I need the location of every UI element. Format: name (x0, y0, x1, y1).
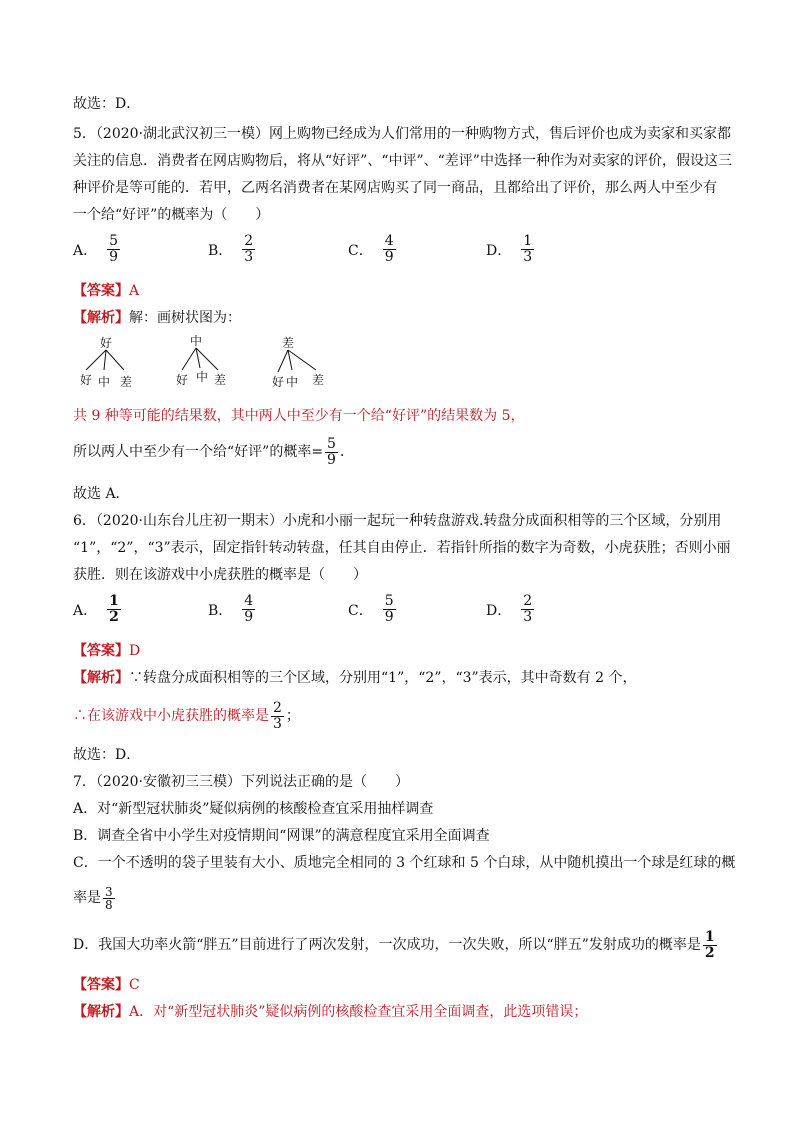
option-label: C． (348, 602, 373, 619)
q6-text-line3: 获胜．则在该游戏中小虎获胜的概率是（ ） (73, 567, 367, 583)
q6-choose: 故选：D． (73, 747, 141, 763)
tree-root: 好 (100, 336, 113, 350)
tree-root: 中 (190, 334, 203, 348)
answer-value: C (129, 977, 140, 993)
q6-option-b (208, 594, 257, 625)
option-label: B． (208, 602, 233, 619)
q5-analysis-intro (73, 308, 241, 328)
q5-text-line2: 关注的信息．消费者在网店购物后，将从“好评”、“中评”、“差评”中选择一种作为对卖家的评价，假设这三 (73, 153, 732, 169)
q5-option-b (208, 234, 257, 265)
answer-tag: 【答案】 (73, 643, 129, 659)
answer-tag: 【答案】 (73, 977, 129, 993)
fraction: $\frac{4}{9}$ (244, 593, 254, 625)
tree-leaf: 差 (214, 373, 227, 387)
answer-value: D (129, 643, 141, 659)
q7-text-line1: 7．（2020·安徽初三三模）下列说法正确的是（ ） (73, 774, 409, 790)
q6-analysis-line1 (73, 668, 636, 688)
q7-option-a: A．对“新型冠状肺炎”疑似病例的核酸检查宜采用抽样调查 (73, 801, 434, 817)
q5-text-line3: 种评价是等可能的．若甲，乙两名消费者在某网店购买了同一商品，且都给出了评价，那么两人中至少有 (73, 180, 717, 196)
tree-diagram-3 (268, 334, 336, 390)
option-label: A． (73, 602, 98, 619)
q7-option-c-line2 (73, 880, 117, 916)
option-text: D．我国大功率火箭“胖五”目前进行了两次发射，一次成功，一次失败，所以“胖五”发射成功的概率是 (73, 937, 701, 953)
tree-root: 差 (282, 336, 295, 350)
q5-answer (73, 281, 139, 301)
q5-choose: 故选 A． (73, 486, 130, 502)
q6-option-c (348, 594, 398, 625)
fraction: $\frac{1}{3}$ (523, 233, 533, 265)
q7-answer (73, 975, 140, 995)
q6-analysis-line2 (73, 696, 300, 736)
tree-leaf: 好 (80, 373, 93, 387)
q7-analysis-line1 (73, 1002, 587, 1022)
option-label: A． (73, 242, 98, 259)
analysis-punct: ； (285, 708, 300, 724)
analysis-tag: 【解析】 (73, 670, 129, 686)
tree-leaf: 中 (196, 370, 209, 384)
analysis-text: A．对“新型冠状肺炎”疑似病例的核酸检查宜采用全面调查，此选项错误； (129, 1004, 588, 1020)
q6-option-d (486, 594, 536, 625)
result-text: 所以两人中至少有一个给“好评”的概率= (73, 444, 324, 460)
analysis-tag: 【解析】 (73, 310, 129, 326)
option-label: D． (486, 242, 512, 259)
analysis-tag: 【解析】 (73, 1004, 129, 1020)
q5-result-line1: 共 9 种等可能的结果数，其中两人中至少有一个给“好评”的结果数为 5， (73, 408, 525, 424)
tree-leaf: 差 (120, 375, 133, 389)
q5-option-a (73, 234, 122, 265)
analysis-text: 解：画树状图为： (129, 310, 241, 326)
q6-option-a (73, 594, 123, 625)
q5-result-line2 (73, 434, 354, 470)
fraction: $\frac{2}{3}$ (523, 593, 533, 625)
answer-tag: 【答案】 (73, 283, 129, 299)
q6-text-line2: “1”，“2”，“3”表示，固定指针转动转盘，任其自由停止．若指针所指的数字为奇数，小虎获胜；否则小丽 (73, 540, 731, 556)
tree-diagram-2 (174, 332, 238, 388)
tree-leaf: 好 (176, 373, 189, 387)
fraction: $\frac{3}{8}$ (105, 884, 113, 912)
tree-leaf: 中 (98, 375, 111, 389)
answer-value: A (129, 283, 140, 299)
tree-leaf: 中 (286, 375, 299, 389)
fraction: $\frac{1}{2}$ (109, 593, 119, 625)
q7-option-b: B．调查全省中小学生对疫情期间“网课”的满意程度宜采用全面调查 (73, 828, 490, 844)
q6-text-line1: 6．（2020·山东台儿庄初一期末）小虎和小丽一起玩一种转盘游戏.转盘分成面积相等的三个区域，分别用 (73, 513, 722, 529)
tree-leaf: 好 (272, 375, 285, 389)
tree-diagram-1 (76, 334, 140, 390)
fraction: $\frac{5}{9}$ (109, 233, 119, 265)
choice-line-prev: 故选：D． (73, 96, 141, 112)
tree-leaf: 差 (312, 373, 325, 387)
option-label: D． (486, 602, 512, 619)
q6-answer (73, 641, 140, 661)
fraction: $\frac{1}{2}$ (704, 928, 715, 961)
fraction: $\frac{5}{9}$ (327, 435, 336, 468)
q5-option-c (348, 234, 398, 265)
option-label: B． (208, 242, 233, 259)
option-text: 率是 (73, 890, 101, 906)
result-punct: ． (339, 444, 354, 460)
analysis-text: ∴在该游戏中小虎获胜的概率是 (73, 708, 269, 724)
fraction: $\frac{2}{3}$ (244, 233, 254, 265)
q5-option-d (486, 234, 536, 265)
option-label: C． (348, 242, 373, 259)
q5-text-line4: 一个给“好评”的概率为（ ） (73, 207, 270, 223)
analysis-text: ∵转盘分成面积相等的三个区域，分别用“1”，“2”，“3”表示，其中奇数有 2 个， (129, 670, 637, 686)
fraction: $\frac{5}{9}$ (384, 593, 394, 625)
fraction: $\frac{4}{9}$ (384, 233, 394, 265)
q7-option-c-line1: C．一个不透明的袋子里装有大小、质地完全相同的 3 个红球和 5 个白球，从中随机摸出一个球是红球的概 (73, 855, 736, 871)
q7-option-d (73, 926, 719, 964)
fraction: $\frac{2}{3}$ (273, 699, 282, 732)
q5-text-line1: 5．（2020·湖北武汉初三一模）网上购物已经成为人们常用的一种购物方式，售后评价也成为卖家和买家都 (73, 126, 731, 142)
